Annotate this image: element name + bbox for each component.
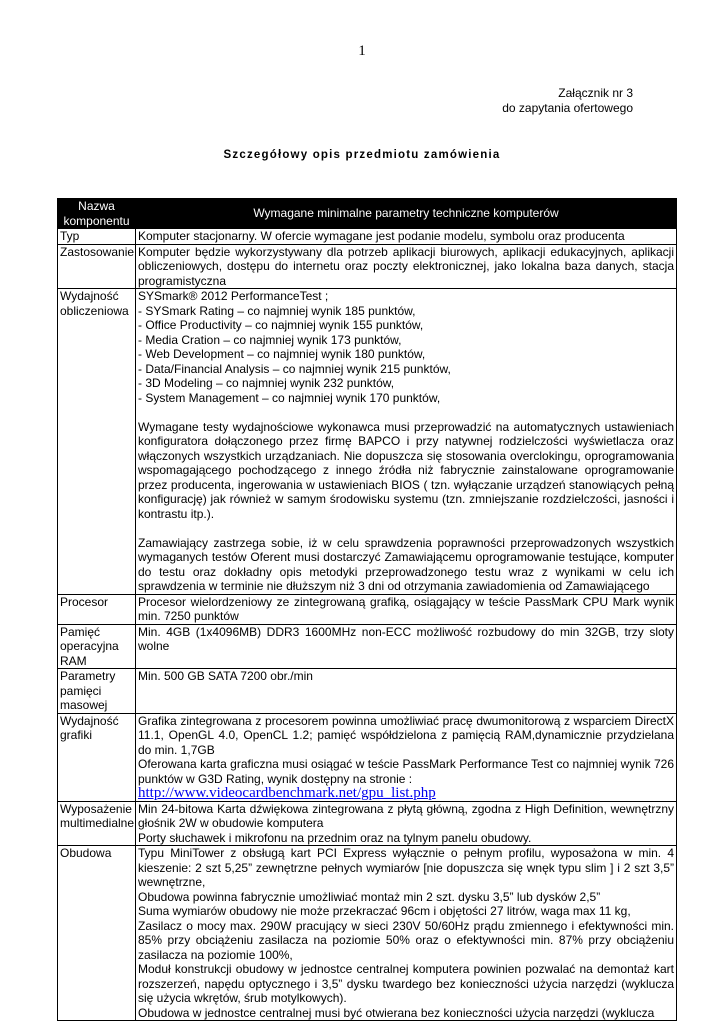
specification-table [57,198,677,1021]
table-row [58,624,677,669]
table-row [58,713,677,801]
benchmark-line: - SYSmark Rating – co najmniej wynik 185 punktów, [138,303,416,318]
table-row [58,846,677,1021]
row-name-pamiec: Parametry pamięci masowej [58,669,136,714]
benchmark-line: - Office Productivity – co najmniej wynik 155 punktów, [138,318,424,332]
case-paragraph: Typu MiniTower z obsługą kart PCI Express wyłącznie o pełnym profilu, wyposażona w min. 4 kieszenie: 2 szt 5,25” zewnętrzne pełnych wymiarów [nie dopuszcza się wnęk typu slim ] i 2 szt 3,5” wewnętrzne, [138,846,674,889]
spacer [138,405,674,420]
benchmark-line: SYSmark® 2012 PerformanceTest ; [138,289,329,303]
row-name-obudowa: Obudowa [58,846,136,1021]
audio-ports-text: Porty słuchawek i mikrofonu na przednim oraz na tylnym panelu obudowy. [138,830,532,845]
annex-reference [502,86,633,116]
annex-line-1: Załącznik nr 3 [558,86,633,100]
row-value-obudowa [136,846,677,1021]
benchmark-line: - Data/Financial Analysis – co najmniej wynik 215 punktów, [138,361,451,376]
annex-line-2: do zapytania ofertowego [502,101,633,115]
row-value-wydajnosc [136,289,677,595]
header-requirements: Wymagane minimalne parametry techniczne komputerów [136,199,677,229]
table-row [58,801,677,846]
row-value-ram: Min. 4GB (1x4096MB) DDR3 1600MHz non-ECC możliwość rozbudowy do min 32GB, trzy sloty wolne [136,624,677,669]
graphics-benchmark-text: Oferowana karta graficzna musi osiągać w teście PassMark Performance Test co najmniej wynik 726 punktów w G3D Rating, wynik dostępny na stronie : [138,757,674,786]
row-name-zastosowanie: Zastosowanie [58,244,136,289]
row-value-typ: Komputer stacjonarny. W ofercie wymagane jest podanie modelu, symbolu oraz producenta [136,229,677,245]
row-name-wyposazenie: Wyposażenie multimedialne [58,801,136,846]
page-number: 1 [358,43,366,59]
case-paragraph: Obudowa w jednostce centralnej musi być otwierana bez konieczności użycia narzędzi (wyklucza [138,1005,655,1020]
benchmark-line: - Media Cration – co najmniej wynik 173 punktów, [138,332,402,347]
table-row [58,289,677,595]
table-row [58,594,677,624]
row-value-pamiec: Min. 500 GB SATA 7200 obr./min [136,669,677,714]
header-component-name: Nazwa komponentu [58,199,136,229]
benchmark-link[interactable]: http://www.videocardbenchmark.net/gpu_list.php [138,785,436,801]
row-name-procesor: Procesor [58,594,136,624]
row-value-zastosowanie: Komputer będzie wykorzystywany dla potrzeb aplikacji biurowych, aplikacji edukacyjnych, aplikacji obliczeniowych, dostępu do internetu oraz poczty elektronicznej, jako lokalna baza danych, stacja programistyczna [136,244,677,289]
verification-paragraph: Zamawiający zastrzega sobie, iż w celu sprawdzenia poprawności przeprowadzonych wszystkich wymaganych testów Oferent musi dostarczyć Zamawiającemu oprogramowanie testujące, komputer do testu oraz dokładny opis metodyki przeprowadzonego testu wraz z wynikami w celu ich sprawdzenia w terminie nie dłuższym niż 3 dni od otrzymania zawiadomienia od Zamawiającego [138,535,674,593]
graphics-integrated-text: Grafika zintegrowana z procesorem powinna umożliwiać pracę dwumonitorową z wsparciem DirectX 11.1, OpenGL 4.0, OpenCL 1.2; pamięć współdzielona z pamięcią RAM,dynamicznie przydzielana do min. 1,7GB [138,713,674,757]
testing-requirements-paragraph: Wymagane testy wydajnościowe wykonawca musi przeprowadzić na automatycznych ustawieniach konfiguratora dołączonego przez firmę BAPCO i przy natywnej rodzielczości wyświetlacza oraz włączonych wszystkich urządzaniach. Nie dopuszcza się stosowania overclokingu, oprogramowania wspomagającego pochodzącego z innego źródła niż fabrycznie zainstalowane oprogramowanie przez producenta, ingerowania w ustawieniach BIOS ( tzn. wyłączanie urządzeń stanowiących pełną konfigurację) jak również w samym środowisku systemu (tzn. zmniejszanie rozdzielczości, jasności i kontrastu itp.). [138,419,674,521]
table-row [58,229,677,245]
table-row [58,669,677,714]
case-paragraph: Moduł konstrukcji obudowy w jednostce centralnej komputera powinien pozwalać na demontaż kart rozszerzeń, napędu optycznego i 3,5” dysku twardego bez konieczności użycia narzędzi (wyklucza się użycia wkrętów, śrub motylkowych). [138,962,674,1005]
row-name-wydajnosc: Wydajność obliczeniowa [58,289,136,595]
benchmark-line: - System Management – co najmniej wynik 170 punktów, [138,390,441,405]
row-value-grafika [136,713,677,801]
row-name-typ: Typ [58,229,136,245]
row-value-procesor: Procesor wielordzeniowy ze zintegrowaną grafiką, osiągający w teście PassMark CPU Mark wynik min. 7250 punktów [136,594,677,624]
row-value-wyposazenie [136,801,677,846]
case-paragraph: Obudowa powinna fabrycznie umożliwiać montaż min 2 szt. dysku 3,5” lub dysków 2,5” [138,889,601,904]
benchmark-line: - 3D Modeling – co najmniej wynik 232 punktów, [138,376,395,390]
benchmark-line: - Web Development – co najmniej wynik 180 punktów, [138,347,426,361]
row-name-ram: Pamięć operacyjna RAM [58,624,136,669]
sound-card-text: Min 24-bitowa Karta dźwiękowa zintegrowana z płytą główną, zgodna z High Definition, wewnętrzny głośnik 2W w obudowie komputera [138,801,674,830]
case-paragraph: Suma wymiarów obudowy nie może przekraczać 96cm i objętości 27 litrów, waga max 11 kg, [138,904,631,918]
case-paragraph: Zasilacz o mocy max. 290W pracujący w sieci 230V 50/60Hz prądu zmiennego i efektywności min. 85% przy obciążeniu zasilacza na poziomie 50% oraz o efektywności min. 87% przy obciążeniu zasilacza na poziomie 100%, [138,918,674,962]
table-header-row [58,199,677,229]
spacer [138,521,674,536]
row-name-grafika: Wydajność grafiki [58,713,136,801]
table-row [58,244,677,289]
document-title: Szczegółowy opis przedmiotu zamówienia [223,149,501,161]
